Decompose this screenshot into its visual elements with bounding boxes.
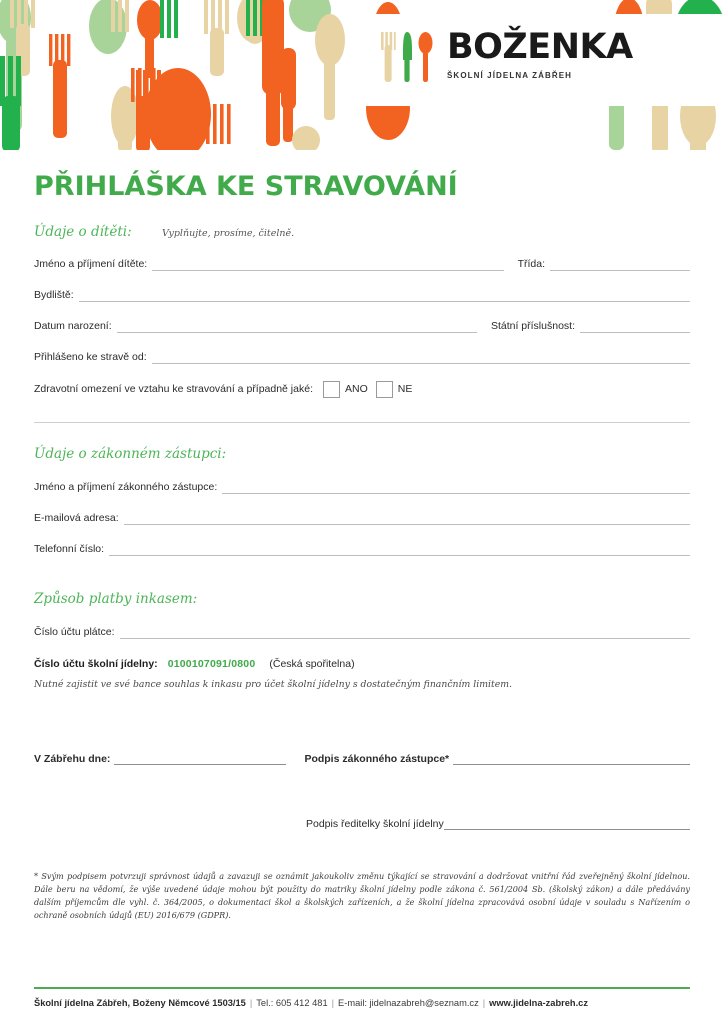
footer-separator-2: | (331, 998, 335, 1008)
field-guardian-phone-row (34, 542, 690, 556)
place-date-signature-row (34, 752, 690, 765)
director-signature-input[interactable] (444, 817, 690, 830)
field-guardian-email-row (34, 511, 690, 525)
child-section-header (34, 224, 690, 240)
section-divider (34, 422, 690, 423)
spoon-icon (418, 32, 433, 82)
guardian-signature-input[interactable] (453, 752, 690, 765)
health-no-checkbox[interactable] (376, 381, 393, 398)
brand-subtitle: ŠKOLNÍ JÍDELNA ZÁBŘEH (447, 71, 573, 80)
page-header (0, 0, 724, 150)
footer-separator-3: | (482, 998, 486, 1008)
payment-section-heading: Způsob platby inkasem: (34, 590, 198, 607)
health-no-label: NE (397, 383, 413, 396)
form-content (0, 172, 724, 922)
brand-text (447, 28, 633, 80)
child-section-heading: Údaje o dítěti: (34, 223, 132, 240)
guardian-signature-label: Podpis zákonného zástupce* (304, 752, 450, 765)
field-birthdate-row (34, 319, 690, 333)
guardian-phone-label: Telefonní číslo: (34, 542, 105, 555)
place-date-input[interactable] (114, 752, 286, 765)
page-title: PŘIHLÁŠKA KE STRAVOVÁNÍ (34, 171, 458, 202)
director-signature-row (34, 817, 690, 830)
guardian-section-header (34, 445, 690, 463)
health-restriction-label: Zdravotní omezení ve vztahu ke stravování a případně jaké: (34, 383, 313, 396)
director-signature-label: Podpis ředitelky školní jídelny (306, 817, 444, 830)
payment-section-header (34, 590, 690, 608)
place-date-label: V Zábřehu dne: (34, 752, 111, 765)
footer-organization: Školní jídelna Zábřeh, Boženy Němcové 1503/15 (34, 998, 246, 1008)
residence-input[interactable] (79, 288, 690, 302)
page-footer (0, 987, 724, 1024)
canteen-account-label: Číslo účtu školní jídelny: (34, 657, 158, 670)
meals-from-label: Přihlášeno ke stravě od: (34, 350, 147, 363)
child-name-label: Jméno a příjmení dítěte: (34, 257, 148, 270)
health-yes-checkbox[interactable] (323, 381, 340, 398)
payer-account-label: Číslo účtu plátce: (34, 625, 115, 638)
footer-separator-1: | (249, 998, 253, 1008)
direct-debit-note: Nutné zajistit ve své bance souhlas k inkasu pro účet školní jídelny s dostatečným finančním limitem. (34, 678, 513, 690)
footer-phone: Tel.: 605 412 481 (256, 998, 328, 1008)
child-class-input[interactable] (550, 257, 690, 271)
fill-legibly-note: Vyplňujte, prosíme, čitelně. (162, 227, 295, 239)
canteen-account-number: 0100107091/0800 (167, 657, 256, 670)
knife-icon (401, 32, 413, 82)
child-class-label: Třída: (517, 257, 545, 270)
guardian-section-heading: Údaje o zákonném zástupci: (34, 445, 227, 462)
logo-cutlery-icons (380, 28, 433, 82)
canteen-account-row (34, 658, 690, 670)
guardian-email-label: E-mailová adresa: (34, 511, 119, 524)
citizenship-input[interactable] (580, 319, 690, 333)
guardian-name-label: Jméno a příjmení zákonného zástupce: (34, 480, 218, 493)
citizenship-label: Státní příslušnost: (490, 319, 575, 332)
guardian-email-input[interactable] (124, 511, 690, 525)
field-guardian-name-row (34, 480, 690, 494)
field-child-name-row (34, 257, 690, 271)
field-residence-row (34, 288, 690, 302)
field-meals-from-row (34, 350, 690, 364)
brand-logo (372, 24, 643, 88)
meals-from-input[interactable] (152, 350, 690, 364)
footer-email[interactable]: E-mail: jidelnazabreh@seznam.cz (338, 998, 479, 1008)
signature-section (34, 752, 690, 830)
health-restriction-row (34, 381, 690, 398)
brand-name: BOŽENKA (447, 27, 633, 67)
fork-icon (380, 32, 396, 82)
child-name-input[interactable] (152, 257, 503, 271)
birthdate-input[interactable] (117, 319, 477, 333)
canteen-account-bank: (Česká spořitelna) (269, 657, 355, 670)
guardian-phone-input[interactable] (109, 542, 690, 556)
guardian-name-input[interactable] (222, 480, 690, 494)
legal-disclaimer-text: * Svým podpisem potvrzuji správnost údajů a zavazuji se oznámit jakoukoliv změnu týkající se stravování a dodržovat vnitřní řád zveřejněný školní jídelnou. Dále beru na vědomí, že výše uvedené údaje mohou být použity do matriky školní jídelny podle zákona č. 561/2004 Sb. (školský zákon) a dále předávány dalším příjemcům dle vyhl. č. 364/2005, o dokumentaci škol a školských zařízeních, a že školní jídelna zpracovává osobní údaje v souladu s Nařízením o ochraně osobních údajů (EU) 2016/679 (GDPR). (34, 870, 690, 921)
residence-label: Bydliště: (34, 288, 74, 301)
payer-account-input[interactable] (120, 625, 690, 639)
health-yes-label: ANO (345, 383, 368, 396)
field-payer-account-row (34, 625, 690, 639)
footer-website[interactable]: www.jidelna-zabreh.cz (489, 998, 588, 1008)
birthdate-label: Datum narození: (34, 319, 112, 332)
